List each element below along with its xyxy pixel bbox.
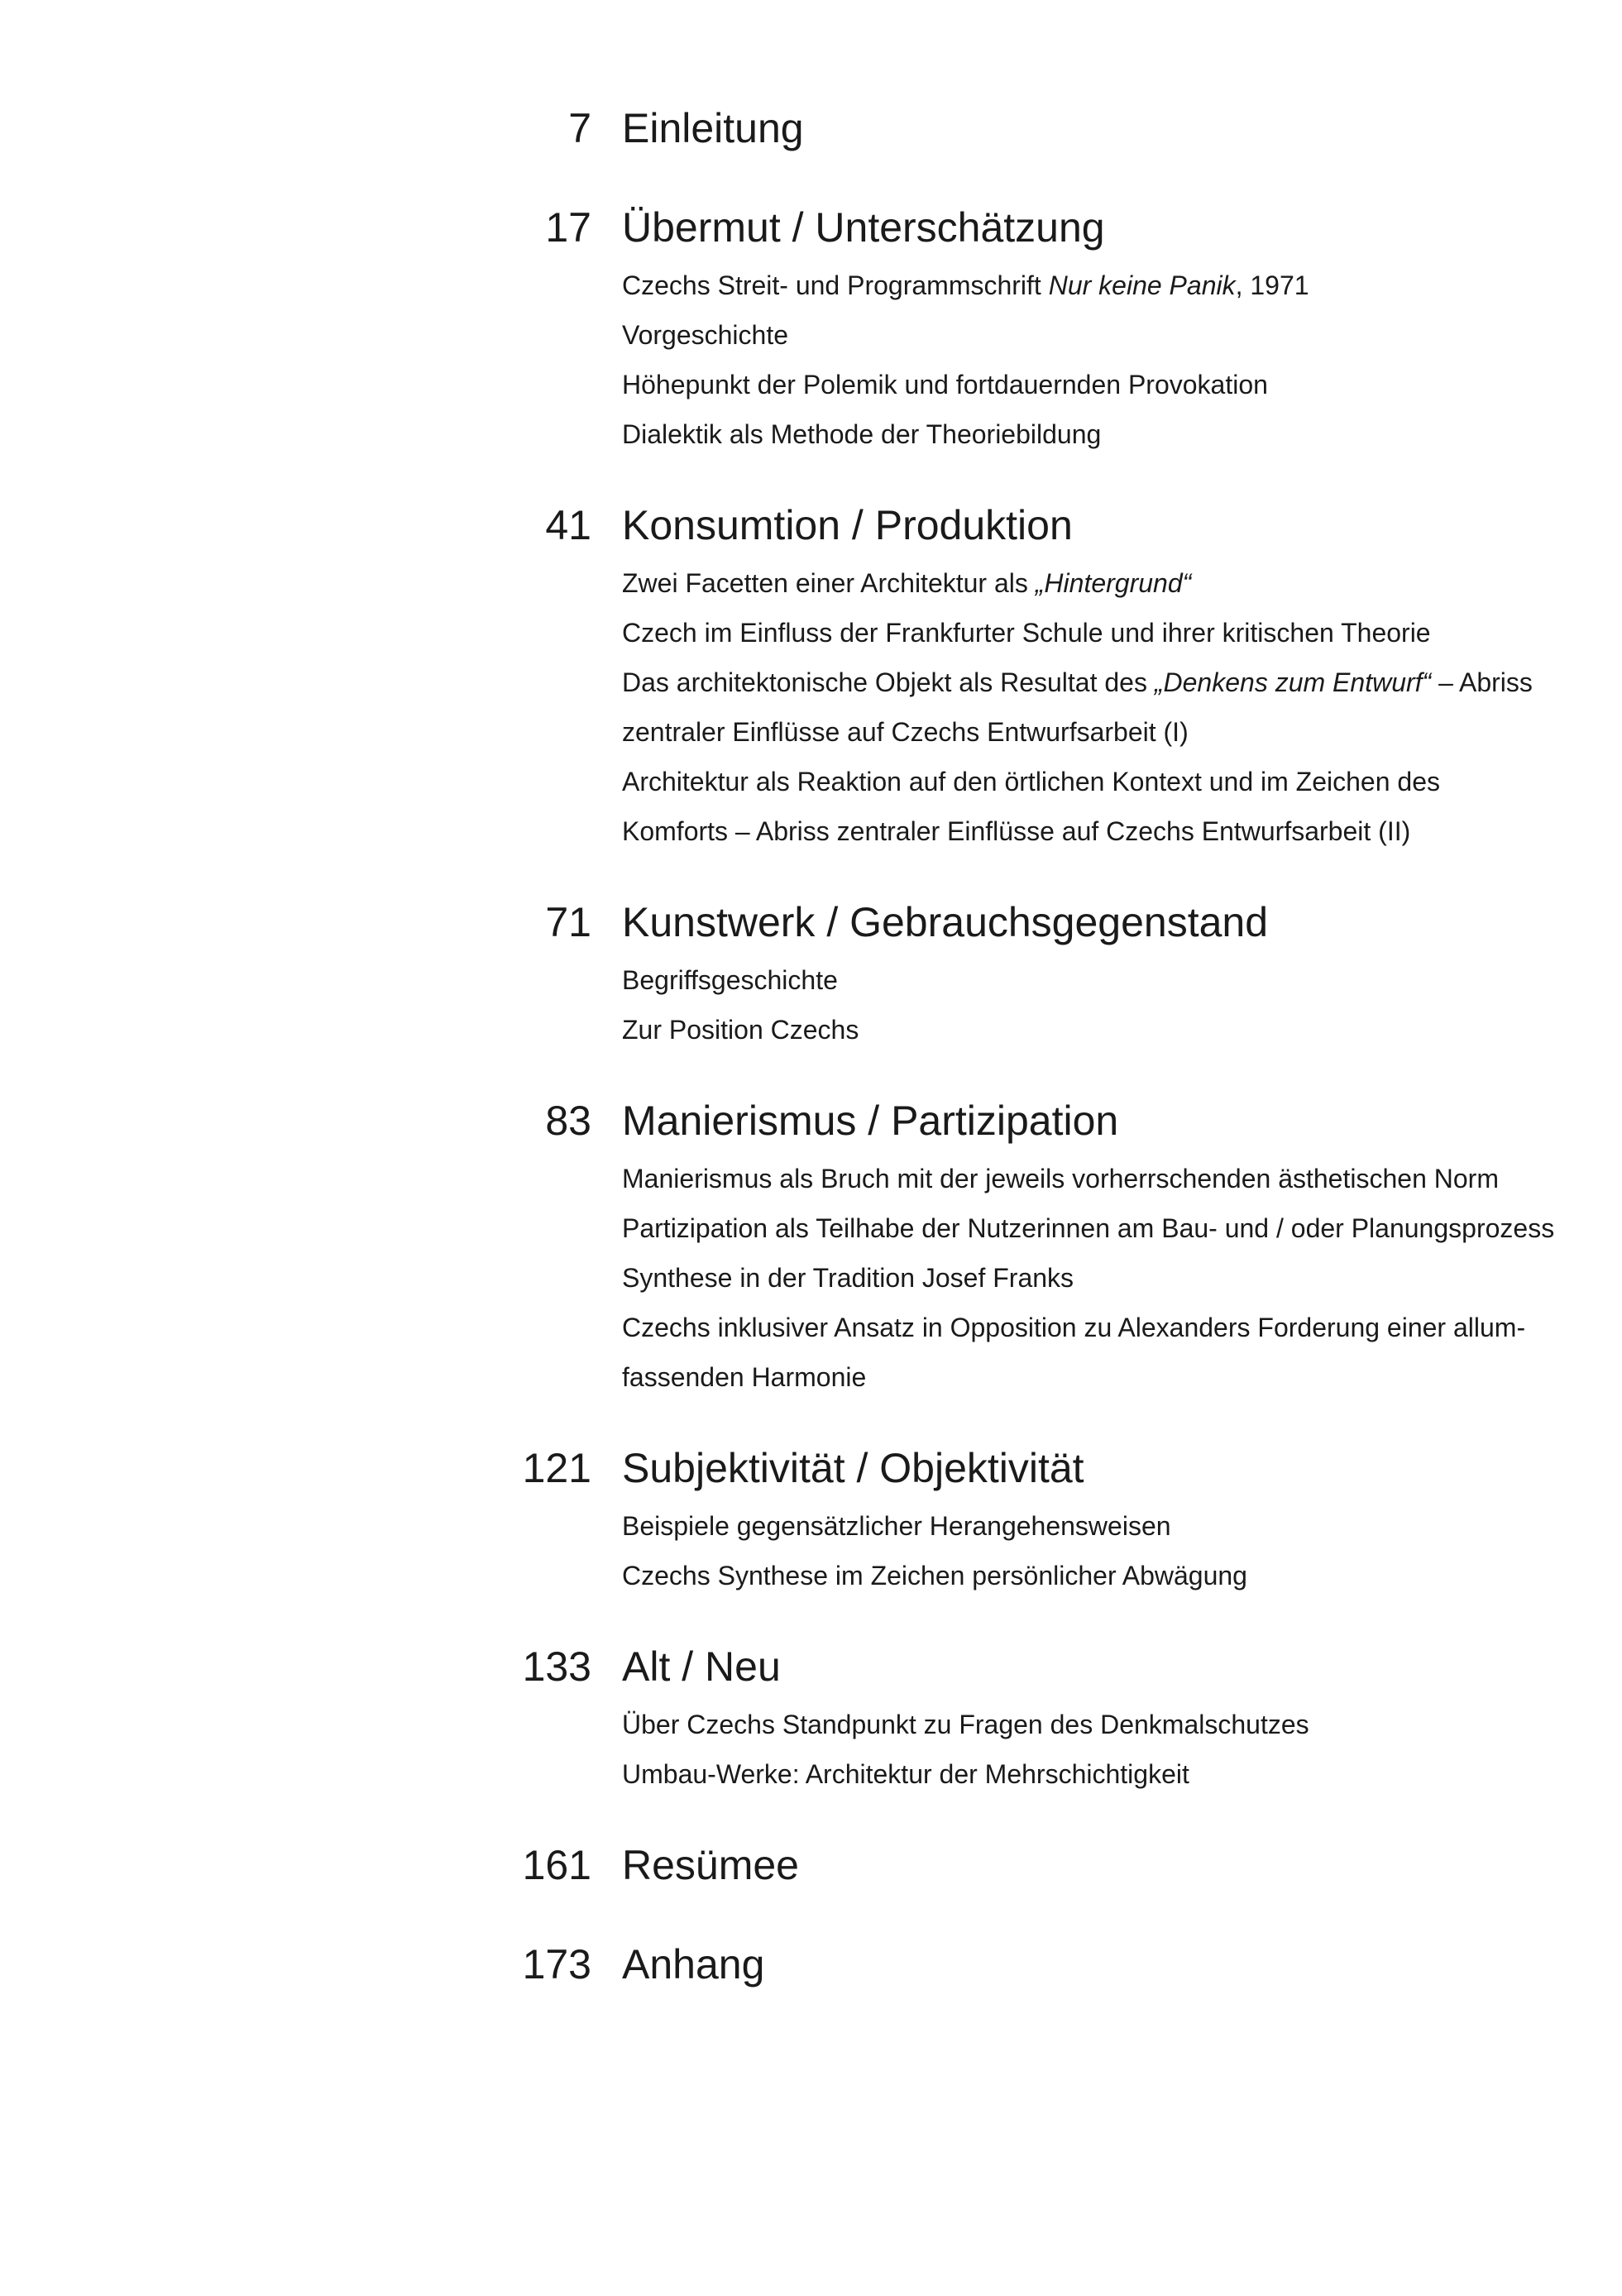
subsection-text: Höhepunkt der Polemik und fortdauernden Provokation [622, 370, 1268, 399]
subsection-text-suffix: , 1971 [1235, 270, 1309, 300]
subsection-list [622, 1154, 1565, 1402]
subsection-text: Partizipation als Teilhabe der Nutzerinnen am Bau- und / oder Planungsprozess [622, 1213, 1555, 1243]
subsection-list [622, 1501, 1565, 1600]
subsection-entry [622, 1551, 1565, 1600]
chapter-title: Anhang [622, 1941, 765, 1987]
chapter-page-number: 173 [522, 1941, 591, 1987]
chapter-page-number: 121 [522, 1445, 591, 1491]
chapter-page-number: 71 [545, 899, 591, 945]
subsection-entry [622, 1501, 1565, 1551]
subsection-text: Czech im Einfluss der Frankfurter Schule und ihrer kritischen Theorie [622, 618, 1431, 648]
subsection-text: Synthese in der Tradition Josef Franks [622, 1263, 1074, 1293]
subsection-italic-text: Nur keine Panik [1048, 270, 1236, 300]
subsection-text: zentraler Einflüsse auf Czechs Entwurfsarbeit (I) [622, 717, 1189, 747]
chapter-page-number: 133 [522, 1643, 591, 1690]
subsection-text: Manierismus als Bruch mit der jeweils vorherrschenden ästhetischen Norm [622, 1164, 1499, 1193]
chapter-title: Übermut / Unterschätzung [622, 204, 1105, 251]
subsection-entry [622, 1303, 1565, 1352]
subsection-list [622, 558, 1565, 856]
chapter-title: Resümee [622, 1842, 799, 1888]
subsection-text: Beispiele gegensätzlicher Herangehensweisen [622, 1511, 1171, 1541]
subsection-text-suffix: – Abriss [1431, 667, 1533, 697]
subsection-text: Das architektonische Objekt als Resultat des [622, 667, 1155, 697]
chapter-title: Subjektivität / Objektivität [622, 1445, 1084, 1491]
subsection-entry [622, 1352, 1565, 1402]
subsection-entry [622, 558, 1565, 608]
chapter-title: Einleitung [622, 105, 804, 151]
subsection-text: Czechs Synthese im Zeichen persönlicher Abwägung [622, 1561, 1247, 1590]
chapter-title: Manierismus / Partizipation [622, 1098, 1119, 1144]
subsection-text: Czechs inklusiver Ansatz in Opposition zu Alexanders Forderung einer allum- [622, 1313, 1526, 1342]
subsection-text: Über Czechs Standpunkt zu Fragen des Denkmalschutzes [622, 1710, 1309, 1739]
subsection-text: Architektur als Reaktion auf den örtlichen Kontext und im Zeichen des [622, 767, 1440, 796]
subsection-text: Begriffsgeschichte [622, 965, 838, 995]
subsection-text: Czechs Streit- und Programmschrift [622, 270, 1049, 300]
subsection-entry [622, 608, 1565, 658]
subsection-entry [622, 1749, 1565, 1799]
subsection-italic-text: „Hintergrund“ [1035, 568, 1192, 598]
chapter-title: Konsumtion / Produktion [622, 502, 1073, 548]
subsection-entry [622, 409, 1565, 459]
chapter-page-number: 17 [545, 204, 591, 251]
chapter-title: Kunstwerk / Gebrauchsgegenstand [622, 899, 1269, 945]
subsection-entry [622, 658, 1565, 707]
chapter-page-number: 41 [545, 502, 591, 548]
subsection-entry [622, 261, 1565, 310]
subsection-list [622, 955, 1565, 1055]
subsection-list [622, 261, 1565, 459]
subsection-italic-text: „Denkens zum Entwurf“ [1154, 667, 1432, 697]
subsection-entry [622, 955, 1565, 1005]
subsection-entry [622, 1005, 1565, 1055]
subsection-entry [622, 310, 1565, 360]
subsection-text: Zwei Facetten einer Architektur als [622, 568, 1036, 598]
subsection-text: Zur Position Czechs [622, 1015, 859, 1045]
chapter-page-number: 161 [522, 1842, 591, 1888]
subsection-text: Komforts – Abriss zentraler Einflüsse auf Czechs Entwurfsarbeit (II) [622, 816, 1411, 846]
subsection-entry [622, 1203, 1565, 1253]
subsection-entry [622, 806, 1565, 856]
subsection-text: Vorgeschichte [622, 320, 789, 350]
subsection-entry [622, 360, 1565, 409]
subsection-text: Umbau-Werke: Architektur der Mehrschichtigkeit [622, 1759, 1189, 1789]
subsection-entry [622, 707, 1565, 757]
subsection-list [622, 1700, 1565, 1799]
subsection-entry [622, 1154, 1565, 1203]
chapter-page-number: 7 [568, 105, 591, 151]
subsection-entry [622, 757, 1565, 806]
chapter-title: Alt / Neu [622, 1643, 781, 1690]
chapter-page-number: 83 [545, 1098, 591, 1144]
subsection-text: fassenden Harmonie [622, 1362, 867, 1392]
subsection-entry [622, 1700, 1565, 1749]
subsection-entry [622, 1253, 1565, 1303]
subsection-text: Dialektik als Methode der Theoriebildung [622, 419, 1102, 449]
